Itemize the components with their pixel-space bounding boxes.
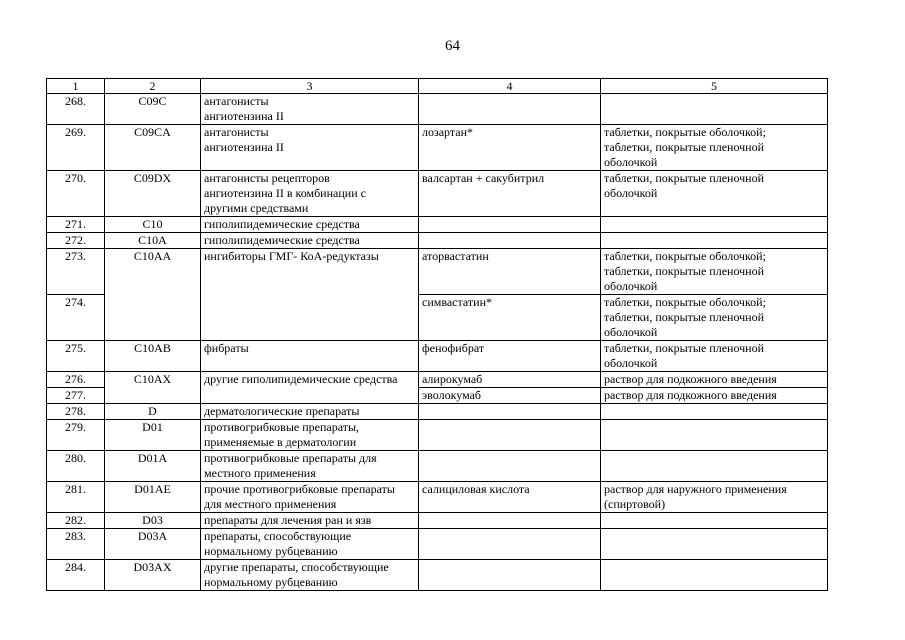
dosage-form [601,560,828,591]
drug-table [46,78,828,591]
dosage-form [601,404,828,420]
table-row [47,451,828,482]
atc-code: C10AA [105,249,201,341]
group-name: фибраты [201,341,419,372]
table-row [47,341,828,372]
row-number: 268. [47,94,105,125]
group-name: противогрибковые препараты для местного применения [201,451,419,482]
column-header: 5 [601,79,828,94]
row-number: 284. [47,560,105,591]
atc-code: D03AX [105,560,201,591]
drug-name [419,420,601,451]
table-row [47,171,828,217]
drug-name [419,217,601,233]
dosage-form: таблетки, покрытые оболочкой; таблетки, покрытые пленочной оболочкой [601,249,828,295]
table-row [47,482,828,513]
row-number: 274. [47,295,105,341]
drug-name: фенофибрат [419,341,601,372]
atc-code: C10 [105,217,201,233]
table-row [47,94,828,125]
row-number: 280. [47,451,105,482]
group-name: другие препараты, способствующие нормальному рубцеванию [201,560,419,591]
drug-name [419,529,601,560]
row-number: 278. [47,404,105,420]
column-header: 2 [105,79,201,94]
atc-code: C09C [105,94,201,125]
dosage-form: раствор для наружного применения (спиртовой) [601,482,828,513]
group-name: антагонисты рецепторов ангиотензина II в комбинации с другими средствами [201,171,419,217]
row-number: 272. [47,233,105,249]
atc-code: D03A [105,529,201,560]
drug-name: валсартан + сакубитрил [419,171,601,217]
group-name: гиполипидемические средства [201,233,419,249]
dosage-form: таблетки, покрытые оболочкой; таблетки, покрытые пленочной оболочкой [601,295,828,341]
drug-name: аторвастатин [419,249,601,295]
row-number: 273. [47,249,105,295]
table-row [47,125,828,171]
dosage-form [601,529,828,560]
row-number: 271. [47,217,105,233]
group-name: прочие противогрибковые препараты для местного применения [201,482,419,513]
atc-code: C10AX [105,372,201,404]
table-row [47,249,828,295]
table-row [47,560,828,591]
drug-name [419,560,601,591]
group-name: дерматологические препараты [201,404,419,420]
table-row [47,233,828,249]
atc-code: D03 [105,513,201,529]
drug-name: алирокумаб [419,372,601,388]
column-header: 3 [201,79,419,94]
dosage-form [601,94,828,125]
dosage-form: таблетки, покрытые пленочной оболочкой [601,341,828,372]
table-row [47,529,828,560]
drug-name: салициловая кислота [419,482,601,513]
drug-name: симвастатин* [419,295,601,341]
atc-code: D01 [105,420,201,451]
table-row [47,217,828,233]
table-header-row [47,79,828,94]
column-header: 1 [47,79,105,94]
atc-code: C09CA [105,125,201,171]
drug-name [419,513,601,529]
drug-name: эволокумаб [419,388,601,404]
row-number: 277. [47,388,105,404]
row-number: 276. [47,372,105,388]
dosage-form: раствор для подкожного введения [601,372,828,388]
dosage-form: таблетки, покрытые пленочной оболочкой [601,171,828,217]
row-number: 283. [47,529,105,560]
row-number: 269. [47,125,105,171]
drug-name: лозартан* [419,125,601,171]
group-name: ингибиторы ГМГ- КоА-редуктазы [201,249,419,341]
group-name: гиполипидемические средства [201,217,419,233]
atc-code: C09DX [105,171,201,217]
drug-name [419,94,601,125]
row-number: 270. [47,171,105,217]
group-name: антагонисты ангиотензина II [201,125,419,171]
group-name: антагонисты ангиотензина II [201,94,419,125]
dosage-form [601,217,828,233]
atc-code: C10AB [105,341,201,372]
dosage-form [601,451,828,482]
atc-code: D01AE [105,482,201,513]
table-row [47,404,828,420]
drug-name [419,451,601,482]
drug-name [419,404,601,420]
column-header: 4 [419,79,601,94]
dosage-form [601,513,828,529]
table-row [47,372,828,388]
row-number: 281. [47,482,105,513]
table-row [47,420,828,451]
group-name: препараты, способствующие нормальному рубцеванию [201,529,419,560]
dosage-form [601,420,828,451]
page-number: 64 [445,38,460,54]
group-name: препараты для лечения ран и язв [201,513,419,529]
group-name: другие гиполипидемические средства [201,372,419,404]
row-number: 279. [47,420,105,451]
dosage-form: раствор для подкожного введения [601,388,828,404]
group-name: противогрибковые препараты, применяемые в дерматологии [201,420,419,451]
atc-code: C10A [105,233,201,249]
row-number: 275. [47,341,105,372]
atc-code: D [105,404,201,420]
atc-code: D01A [105,451,201,482]
drug-name [419,233,601,249]
dosage-form [601,233,828,249]
row-number: 282. [47,513,105,529]
table-row [47,513,828,529]
dosage-form: таблетки, покрытые оболочкой; таблетки, покрытые пленочной оболочкой [601,125,828,171]
